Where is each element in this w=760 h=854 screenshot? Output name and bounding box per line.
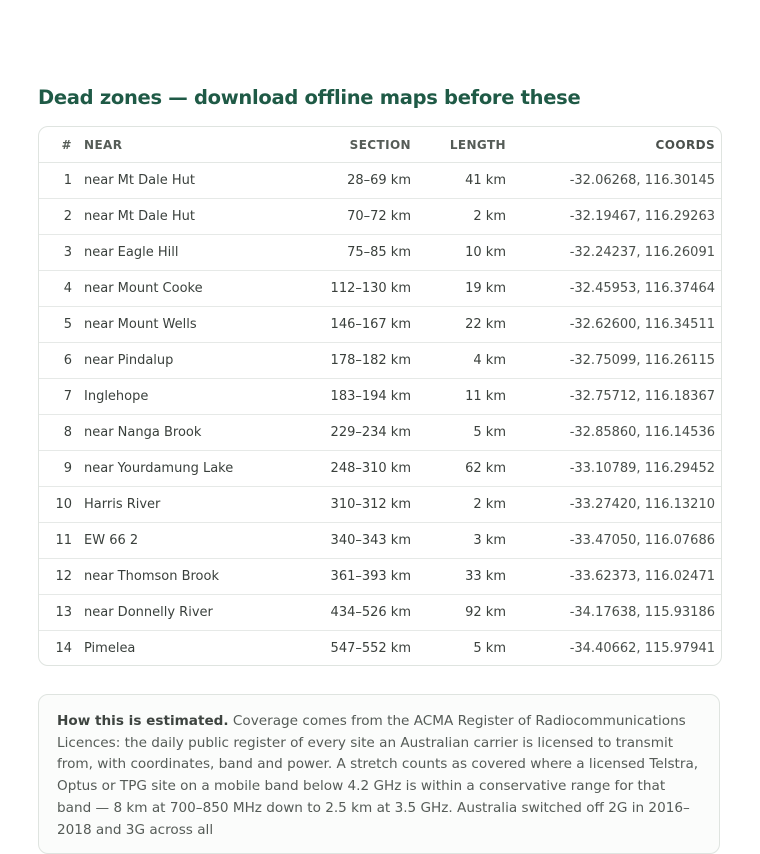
column-header-coords: COORDS bbox=[511, 127, 721, 163]
cell-number: 8 bbox=[39, 415, 82, 451]
cell-number: 5 bbox=[39, 307, 82, 343]
cell-coords: -32.62600, 116.34511 bbox=[511, 307, 721, 343]
page-title: Dead zones — download offline maps before these bbox=[38, 86, 581, 109]
cell-number: 6 bbox=[39, 343, 82, 379]
table-row bbox=[39, 559, 721, 595]
table-row bbox=[39, 595, 721, 631]
column-header-number: # bbox=[39, 127, 82, 163]
cell-coords: -33.10789, 116.29452 bbox=[511, 451, 721, 487]
cell-coords: -32.75712, 116.18367 bbox=[511, 379, 721, 415]
cell-length: 92 km bbox=[417, 595, 511, 631]
cell-number: 3 bbox=[39, 235, 82, 271]
cell-length: 11 km bbox=[417, 379, 511, 415]
cell-section: 146–167 km bbox=[282, 307, 417, 343]
cell-coords: -32.75099, 116.26115 bbox=[511, 343, 721, 379]
cell-near: near Mt Dale Hut bbox=[82, 199, 282, 235]
table-row bbox=[39, 487, 721, 523]
cell-coords: -32.06268, 116.30145 bbox=[511, 163, 721, 199]
cell-near: near Nanga Brook bbox=[82, 415, 282, 451]
cell-coords: -33.47050, 116.07686 bbox=[511, 523, 721, 559]
table-body bbox=[39, 163, 721, 667]
cell-near: near Pindalup bbox=[82, 343, 282, 379]
table-row bbox=[39, 523, 721, 559]
cell-near: near Eagle Hill bbox=[82, 235, 282, 271]
cell-coords: -32.19467, 116.29263 bbox=[511, 199, 721, 235]
cell-length: 22 km bbox=[417, 307, 511, 343]
cell-near: Harris River bbox=[82, 487, 282, 523]
table-row bbox=[39, 307, 721, 343]
cell-near: EW 66 2 bbox=[82, 523, 282, 559]
cell-section: 75–85 km bbox=[282, 235, 417, 271]
cell-near: Inglehope bbox=[82, 379, 282, 415]
table-row bbox=[39, 631, 721, 667]
cell-coords: -34.40662, 115.97941 bbox=[569, 641, 715, 656]
cell-length: 2 km bbox=[417, 487, 511, 523]
estimation-note bbox=[38, 694, 720, 854]
cell-number: 2 bbox=[39, 199, 82, 235]
table-row bbox=[39, 271, 721, 307]
cell-coords: -34.17638, 115.93186 bbox=[511, 595, 721, 631]
cell-near: near Mount Wells bbox=[82, 307, 282, 343]
cell-section: 178–182 km bbox=[282, 343, 417, 379]
table-row bbox=[39, 415, 721, 451]
cell-section: 310–312 km bbox=[282, 487, 417, 523]
cell-coords: -32.85860, 116.14536 bbox=[511, 415, 721, 451]
cell-section: 28–69 km bbox=[282, 163, 417, 199]
cell-section: 248–310 km bbox=[282, 451, 417, 487]
cell-number: 13 bbox=[39, 595, 82, 631]
cell-near: near Yourdamung Lake bbox=[82, 451, 282, 487]
table-row bbox=[39, 235, 721, 271]
note-body: Coverage comes from the ACMA Register of Radiocommunications Licences: the daily public register of every site an Australian carrier is licensed to transmit from, with coordinates, band and power. A stretch counts as covered where a licensed Telstra, Optus or TPG site on a mobile band below 4.2 GHz is within a conservative range for that band — 8 km at 700–850 MHz down to 2.5 km at 3.5 GHz. Australia switched off 2G in 2016–2018 and 3G across all bbox=[57, 713, 699, 838]
cell-number: 4 bbox=[39, 271, 82, 307]
cell-near: near Donnelly River bbox=[82, 595, 282, 631]
cell-coords: -32.24237, 116.26091 bbox=[511, 235, 721, 271]
cell-near: Pimelea bbox=[84, 641, 136, 656]
cell-length: 2 km bbox=[417, 199, 511, 235]
cell-section: 183–194 km bbox=[282, 379, 417, 415]
dead-zones-table-card bbox=[38, 126, 722, 666]
cell-near: near Thomson Brook bbox=[82, 559, 282, 595]
cell-coords: -32.45953, 116.37464 bbox=[511, 271, 721, 307]
cell-section: 70–72 km bbox=[282, 199, 417, 235]
cell-near: near Mount Cooke bbox=[82, 271, 282, 307]
cell-near: near Mt Dale Hut bbox=[82, 163, 282, 199]
table-header-row bbox=[39, 127, 721, 163]
column-header-near: NEAR bbox=[82, 127, 282, 163]
cell-length: 5 km bbox=[417, 415, 511, 451]
cell-section: 112–130 km bbox=[282, 271, 417, 307]
cell-section: 361–393 km bbox=[282, 559, 417, 595]
cell-section: 340–343 km bbox=[282, 523, 417, 559]
cell-number: 9 bbox=[39, 451, 82, 487]
note-lead: How this is estimated. bbox=[57, 713, 229, 729]
cell-length: 10 km bbox=[417, 235, 511, 271]
column-header-section: SECTION bbox=[282, 127, 417, 163]
table-row bbox=[39, 379, 721, 415]
cell-number: 14 bbox=[55, 641, 72, 656]
cell-length: 3 km bbox=[417, 523, 511, 559]
table-row bbox=[39, 451, 721, 487]
column-header-length: LENGTH bbox=[417, 127, 511, 163]
cell-number: 10 bbox=[39, 487, 82, 523]
cell-number: 1 bbox=[39, 163, 82, 199]
cell-length: 19 km bbox=[417, 271, 511, 307]
cell-coords: -33.62373, 116.02471 bbox=[511, 559, 721, 595]
cell-section: 229–234 km bbox=[282, 415, 417, 451]
note-paragraph bbox=[57, 711, 701, 841]
cell-coords: -33.27420, 116.13210 bbox=[511, 487, 721, 523]
cell-length: 33 km bbox=[417, 559, 511, 595]
table-row bbox=[39, 343, 721, 379]
cell-number: 7 bbox=[39, 379, 82, 415]
table-row bbox=[39, 199, 721, 235]
cell-number: 12 bbox=[39, 559, 82, 595]
dead-zones-table bbox=[39, 127, 721, 666]
cell-section: 434–526 km bbox=[282, 595, 417, 631]
cell-section: 547–552 km bbox=[330, 641, 411, 656]
cell-length: 4 km bbox=[417, 343, 511, 379]
cell-length: 62 km bbox=[417, 451, 511, 487]
cell-length: 5 km bbox=[473, 641, 506, 656]
cell-number: 11 bbox=[39, 523, 82, 559]
cell-length: 41 km bbox=[417, 163, 511, 199]
table-row bbox=[39, 163, 721, 199]
